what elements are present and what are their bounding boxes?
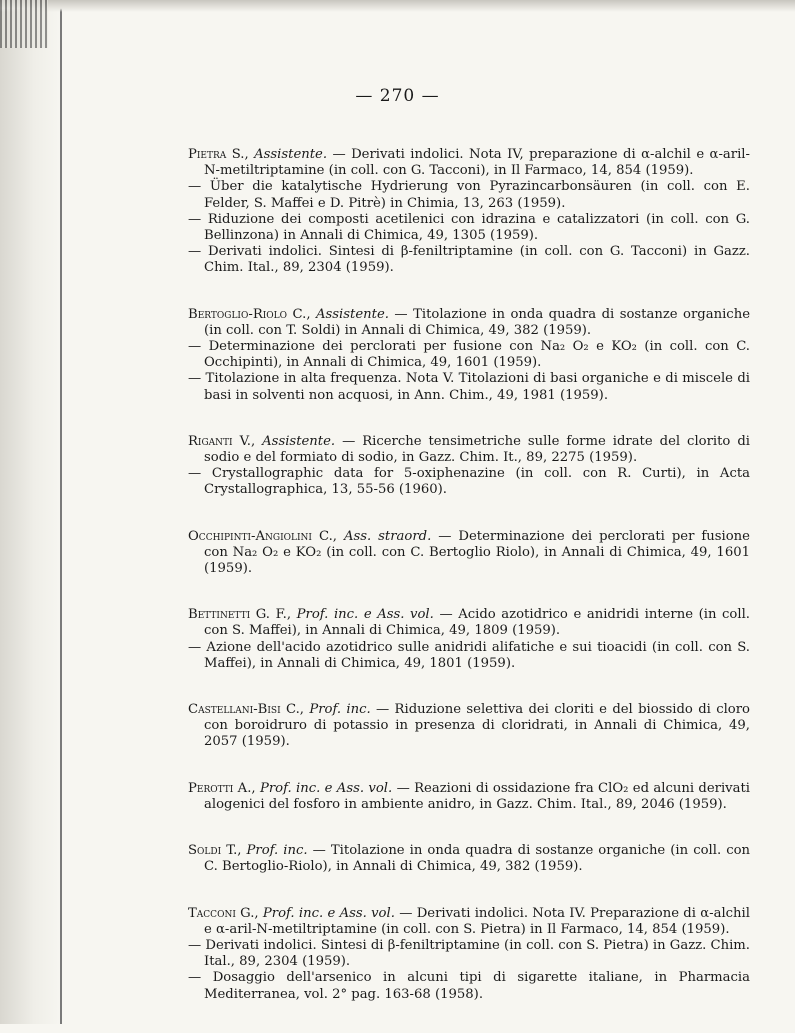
entry-riganti	[188, 434, 750, 499]
citation: — Crystallographic data for 5-oxiphenazine (in coll. con R. Curti), in Acta Crystallographica, 13, 55-56 (1960).	[188, 466, 750, 498]
entry-pietra	[188, 147, 750, 277]
binding-edge	[0, 0, 62, 1024]
author-name: Bettinetti G. F.,	[188, 607, 292, 623]
citation: — Titolazione in onda quadra di sostanze organiche (in coll. con C. Bertoglio-Riolo), in Annali di Chimica, 49, 382 (1959).	[204, 843, 751, 875]
citation: — Über die katalytische Hydrierung von Pyrazincarbonsäuren (in coll. con E. Felder, S. Maffei e D. Pitrè) in Chimia, 13, 263 (1959).	[188, 179, 750, 211]
author-role: Prof. inc.	[309, 702, 371, 718]
entry-soldi	[188, 843, 750, 875]
entry-perotti	[188, 781, 750, 813]
entry-first-line	[188, 434, 750, 466]
author-name: Soldi T.,	[188, 843, 242, 859]
entry-first-line	[188, 529, 750, 578]
entry-castellani-bisi	[188, 702, 750, 751]
scan-top-edge	[0, 0, 795, 12]
citation: — Derivati indolici. Nota IV, preparazione di α-alchil e α-aril-N-metiltriptamine (in coll. con G. Tacconi), in Il Farmaco, 14, 854 (1959).	[204, 147, 750, 179]
author-role: Assistente.	[316, 306, 389, 322]
entry-first-line	[188, 607, 750, 639]
citation: — Determinazione dei perclorati per fusione con Na₂ O₂ e KO₂ (in coll. con C. Occhipinti), in Annali di Chimica, 49, 1601 (1959).	[188, 339, 750, 371]
citation: — Acido azotidrico e anidridi interne (in coll. con S. Maffei), in Annali di Chimica, 49, 1809 (1959).	[204, 607, 751, 639]
author-role: Prof. inc. e Ass. vol.	[296, 607, 434, 623]
citation: — Derivati indolici. Sintesi di β-feniltriptamine (in coll. con S. Pietra) in Gazz. Chim. Ital., 89, 2304 (1959).	[188, 938, 750, 970]
entry-first-line	[188, 307, 750, 339]
citation: — Azione dell'acido azotidrico sulle anidridi alifatiche e sui tioacidi (in coll. con S. Maffei), in Annali di Chimica, 49, 1801 (1959).	[188, 640, 750, 672]
citation: — Ricerche tensimetriche sulle forme idrate del clorito di sodio e del formiato di sodio, in Gazz. Chim. It., 89, 2275 (1959).	[204, 433, 750, 466]
entry-occhipinti-angiolini	[188, 529, 750, 578]
scan-corner-mark	[0, 0, 48, 48]
binding-line	[60, 0, 62, 1024]
citation: — Riduzione dei composti acetilenici con idrazina e catalizzatori (in coll. con G. Bellinzona) in Annali di Chimica, 49, 1305 (1959).	[188, 212, 750, 244]
author-role: Assistente.	[262, 433, 336, 449]
entry-bettinetti	[188, 607, 750, 672]
author-name: Riganti V.,	[188, 433, 256, 449]
citation: — Reazioni di ossidazione fra ClO₂ ed alcuni derivati alogenici del fosforo in ambiente anidro, in Gazz. Chim. Ital., 89, 2046 (1959).	[204, 780, 750, 812]
author-role: Prof. inc. e Ass. vol.	[259, 780, 393, 796]
author-role: Prof. inc.	[246, 843, 308, 859]
citation: — Dosaggio dell'arsenico in alcuni tipi di sigarette italiane, in Pharmacia Mediterranea, vol. 2° pag. 163-68 (1958).	[188, 970, 750, 1002]
entry-bertoglio-riolo	[188, 307, 750, 404]
page-number: — 270 —	[355, 86, 440, 106]
author-role: Prof. inc. e Ass. vol.	[262, 905, 395, 921]
entry-first-line	[188, 781, 750, 813]
citation: — Riduzione selettiva dei cloriti e del biossido di cloro con boroidruro di potassio in presenza di cloridrati, in Annali di Chimica, 49, 2057 (1959).	[204, 702, 750, 750]
author-name: Castellani-Bisi C.,	[188, 702, 304, 718]
publication-list	[188, 147, 750, 1033]
citation: — Determinazione dei perclorati per fusione con Na₂ O₂ e KO₂ (in coll. con C. Bertoglio Riolo), in Annali di Chimica, 49, 1601 (1959).	[204, 528, 750, 577]
author-role: Ass. straord.	[343, 528, 432, 544]
entry-first-line	[188, 906, 750, 938]
citation: — Titolazione in alta frequenza. Nota V. Titolazioni di basi organiche e di miscele di basi in solventi non acquosi, in Ann. Chim., 49, 1981 (1959).	[188, 371, 750, 403]
author-name: Tacconi G.,	[188, 905, 259, 921]
author-name: Perotti A.,	[188, 780, 256, 796]
author-name: Occhipinti-Angiolini C.,	[188, 528, 337, 544]
author-role: Assistente.	[254, 147, 328, 162]
citation: — Derivati indolici. Sintesi di β-feniltriptamine (in coll. con G. Tacconi) in Gazz. Chim. Ital., 89, 2304 (1959).	[188, 244, 750, 276]
entry-first-line	[188, 843, 750, 875]
entry-first-line	[188, 702, 750, 751]
citation: — Titolazione in onda quadra di sostanze organiche (in coll. con T. Soldi) in Annali di Chimica, 49, 382 (1959).	[204, 306, 750, 338]
entry-tacconi	[188, 906, 750, 1003]
citation: — Derivati indolici. Nota IV. Preparazione di α-alchil e α-aril-N-metiltriptamine (in coll. con S. Pietra) in Il Farmaco, 14, 854 (1959).	[204, 905, 750, 937]
author-name: Bertoglio-Riolo C.,	[188, 306, 311, 322]
entry-first-line	[188, 147, 750, 179]
author-name: Pietra S.,	[188, 147, 249, 162]
